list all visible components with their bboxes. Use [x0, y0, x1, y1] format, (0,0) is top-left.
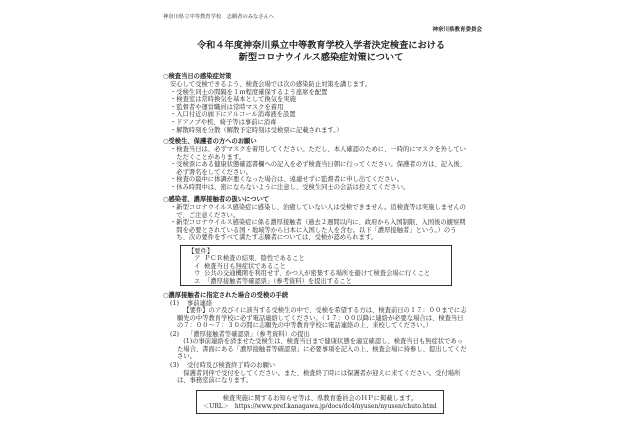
step-title: 受付時及び検査終了時のお願い: [187, 362, 276, 370]
section-heading: ○受検生、保護者の方へのお願い: [163, 138, 257, 145]
section-body: [170, 81, 469, 134]
step-title: 「濃厚接触者等確認票」（参考資料）の提出: [187, 331, 310, 339]
title-line-2: 新型コロナウイルス感染症対策について: [238, 52, 404, 63]
requirement-item: [194, 278, 446, 285]
url-link[interactable]: https://www.pref.kanagawa.jp/docs/dc4/nyusen/nyusen/chuto.html: [234, 402, 437, 410]
step-body: 保護者同伴で受付をしてください。また、検査終了時には保護者が迎えに来てください。受付場所は、事務室前になります。: [177, 369, 461, 384]
bullet-item: ・監督者や運営職員は常時マスクを着用: [170, 103, 284, 111]
section-infected-contacts: [163, 196, 469, 242]
section-heading: ○感染者、濃厚接触者の扱いについて: [163, 196, 270, 203]
issuer-name: 神奈川県教育委員会: [432, 27, 482, 33]
requirements-box: [180, 245, 452, 286]
section-requests: [163, 138, 469, 192]
procedure-step: [170, 300, 469, 329]
bullet-item: ・受検票にある健康状態確認書欄への記入を必ず検査当日朝に行ってください。保護者の方は、記入後、必ず署名をしてください。: [170, 161, 466, 176]
bullet-item: ・休み時間中は、密にならないように注意し、受検生同士の会話は控えてください。: [170, 183, 410, 191]
section-procedure: [163, 292, 469, 386]
url-line: [197, 403, 443, 411]
document-title: [160, 40, 482, 64]
notice-text: 検査実施に関するお知らせ等は、県教育委員会のＨＰに掲載します。: [222, 394, 418, 402]
step-number: (1): [170, 300, 179, 307]
requirement-mark: イ: [194, 262, 201, 270]
bullet-item: ・新型コロナウイルス感染症に係る濃厚接触者（過去２週間以内に、政府から入国制限、入国後の観察期間を必要とされている国・地域等から日本に入国した人を含む。以下「濃厚接触者」という。）のうち、次の要件をすべて満たす志願者については、受検が認められます。: [170, 219, 466, 242]
procedure-step: [170, 362, 469, 384]
section-body: [170, 204, 469, 242]
section-heading: ○濃厚接触者に指定された場合の受検の手続: [163, 292, 289, 299]
bullet-item: ・解散時刻を分散（解散予定時刻は受検票に記載されます。）: [170, 126, 343, 134]
requirement-text: 公共の交通機関を利用せず、かつ人が密集する場所を避けて検査会場に行くこと: [204, 270, 431, 278]
section-heading: ○検査当日の感染症対策: [163, 73, 232, 80]
requirement-item: [194, 255, 446, 262]
section-intro: 安心して受検できるよう、検査会場では次の感染防止対策を講じます。: [170, 81, 371, 88]
requirements-label: 【要件】: [188, 248, 214, 255]
step-body: (1)の事前連絡を済ませた受検生は、検査当日まで健康状態を適宜確認し、検査当日も無症状であった場合、書面にある「濃厚接触者等確認票」に必要事項を記入の上、検査会場に持参し、提出してください。: [177, 338, 467, 361]
step-title: 事前連絡: [187, 300, 213, 307]
step-body: 【要件】のア及びイに該当する受検生の中で、受検を希望する方は、検査前日の１７：００までに志願先の中等教育学校に必ず電話連絡してください。（１７：００以降に連絡が必要な場合は、検査当日の７：００～７：３０の間に志願先の中等教育学校に電話連絡の上、来校してください。）: [177, 307, 467, 329]
step-number: (2): [170, 331, 179, 339]
bullet-item: ・検査室は常時換気を基本として換気を実施: [170, 96, 296, 104]
section-body: [170, 146, 469, 192]
bullet-item: ・検査当日は、必ずマスクを着用してください。ただし、本人確認のために、一時的にマスクを外していただくことがあります。: [170, 146, 466, 161]
requirement-text: 検査当日も無症状であること: [204, 262, 286, 270]
step-number: (3): [170, 362, 179, 370]
bullet-item: ・新型コロナウイルス感染症に感染し、治癒していない人は受検できません。追検査等は実施しませんので、ご注意ください。: [170, 204, 466, 219]
url-label: ＜URL＞: [203, 402, 229, 410]
bullet-item: ・ドアノブや机、椅子等は事前に消毒: [170, 118, 277, 126]
bullet-item: ・受検生同士の間隔を１ｍ程度確保するよう座席を配置: [170, 88, 328, 96]
notice-box: [196, 390, 444, 414]
audience-line: 神奈川県立中等教育学校 志願者のみなさんへ: [163, 14, 275, 20]
requirement-text: 「濃厚接触者等確認票」（参考資料）を提出すること: [204, 277, 352, 285]
requirement-text: ＰＣＲ検査の結果、陰性であること: [204, 255, 305, 263]
section-exam-day-measures: [163, 73, 469, 134]
procedure-step: [170, 331, 469, 360]
requirement-item: [194, 270, 446, 277]
bullet-item: ・検査の最中に体調が悪くなった場合は、遠慮せずに監督者に申し出てください。: [170, 176, 403, 184]
requirement-mark: ウ: [194, 270, 201, 278]
requirement-mark: エ: [194, 277, 201, 285]
step-header: [170, 362, 469, 369]
requirement-mark: ア: [194, 255, 201, 263]
title-line-1: 令和４年度神奈川県立中等教育学校入学者決定検査における: [196, 40, 446, 51]
bullet-item: ・入口付近の廊下にアルコール消毒液を設置: [170, 111, 296, 119]
